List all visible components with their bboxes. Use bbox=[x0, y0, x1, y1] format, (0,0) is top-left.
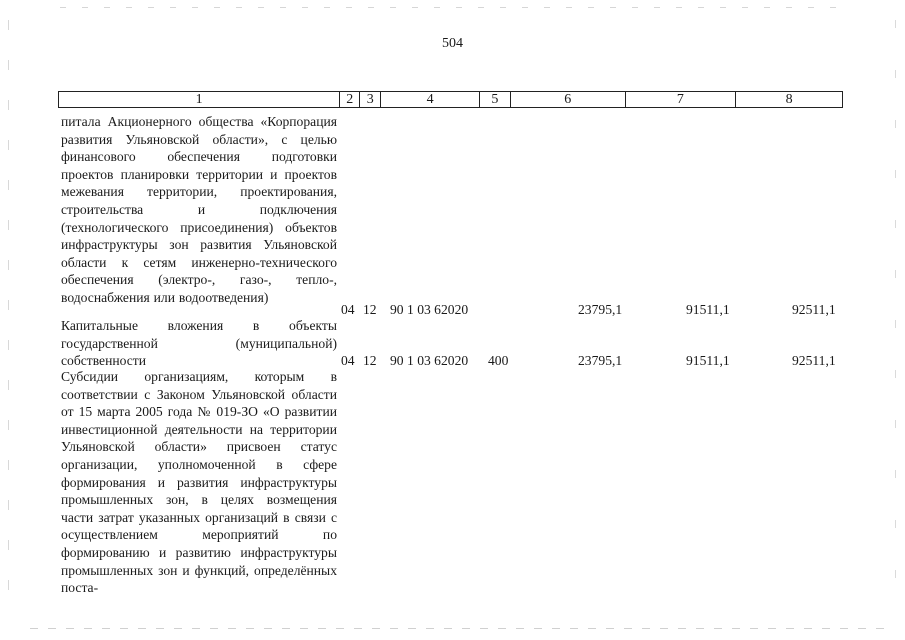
column-header-5: 5 bbox=[480, 92, 511, 107]
cell-amount-year3: 92511,1 bbox=[792, 302, 836, 317]
scan-artifact bbox=[30, 628, 890, 629]
column-header-8: 8 bbox=[785, 92, 793, 107]
table-row-text: питала Акционерного общества «Корпорация развития Ульяновской области», с целью финансового обеспечения подготовки проектов планировки территории и проектов межевания территории, проектирования, строительства и подключения (технологического присоединения) объектов инфраструктуры зон развития Ульяновской области к сетям инженерно-технического обеспечения (электро-, газо-, тепло-, водоснабжения или водоотведения) bbox=[61, 114, 337, 305]
table-column-header bbox=[58, 91, 843, 108]
page-number: 504 bbox=[442, 36, 463, 51]
cell-amount-year3: 92511,1 bbox=[792, 353, 836, 368]
cell-expense-type: 400 bbox=[488, 353, 509, 368]
cell-target-article: 90 1 03 62020 bbox=[390, 302, 469, 317]
column-header-4: 4 bbox=[381, 92, 480, 107]
scan-artifact bbox=[895, 20, 896, 620]
column-header-2: 2 bbox=[340, 92, 360, 107]
cell-podrazdel: 12 bbox=[363, 353, 377, 368]
cell-podrazdel: 12 bbox=[363, 302, 377, 317]
column-header-1: 1 bbox=[59, 92, 340, 107]
column-header-7: 7 bbox=[626, 92, 737, 107]
cell-amount-year2: 91511,1 bbox=[686, 302, 730, 317]
table-row-text: Капитальные вложения в объекты государственной (муниципальной) собственности bbox=[61, 318, 337, 369]
scan-artifact bbox=[8, 20, 9, 620]
table-row-text: Субсидии организациям, которым в соответствии с Законом Ульяновской области от 15 марта 2005 года № 019-ЗО «О развитии инвестиционной деятельности на территории Ульяновской области» присвоен статус организации, уполномоченной в сфере формирования и развития инфраструктуры промышленных зон, в целях возмещения части затрат указанных организаций в связи с осуществлением мероприятий по формированию и развитию инфраструктуры промышленных зон и функций, определённых поста- bbox=[61, 369, 337, 596]
cell-razdel: 04 bbox=[341, 353, 355, 368]
column-header-3: 3 bbox=[360, 92, 381, 107]
scan-artifact bbox=[60, 7, 840, 8]
column-header-6: 6 bbox=[511, 92, 626, 107]
cell-amount-year1: 23795,1 bbox=[578, 302, 623, 317]
cell-amount-year1: 23795,1 bbox=[578, 353, 623, 368]
cell-razdel: 04 bbox=[341, 302, 355, 317]
cell-amount-year2: 91511,1 bbox=[686, 353, 730, 368]
cell-target-article: 90 1 03 62020 bbox=[390, 353, 469, 368]
